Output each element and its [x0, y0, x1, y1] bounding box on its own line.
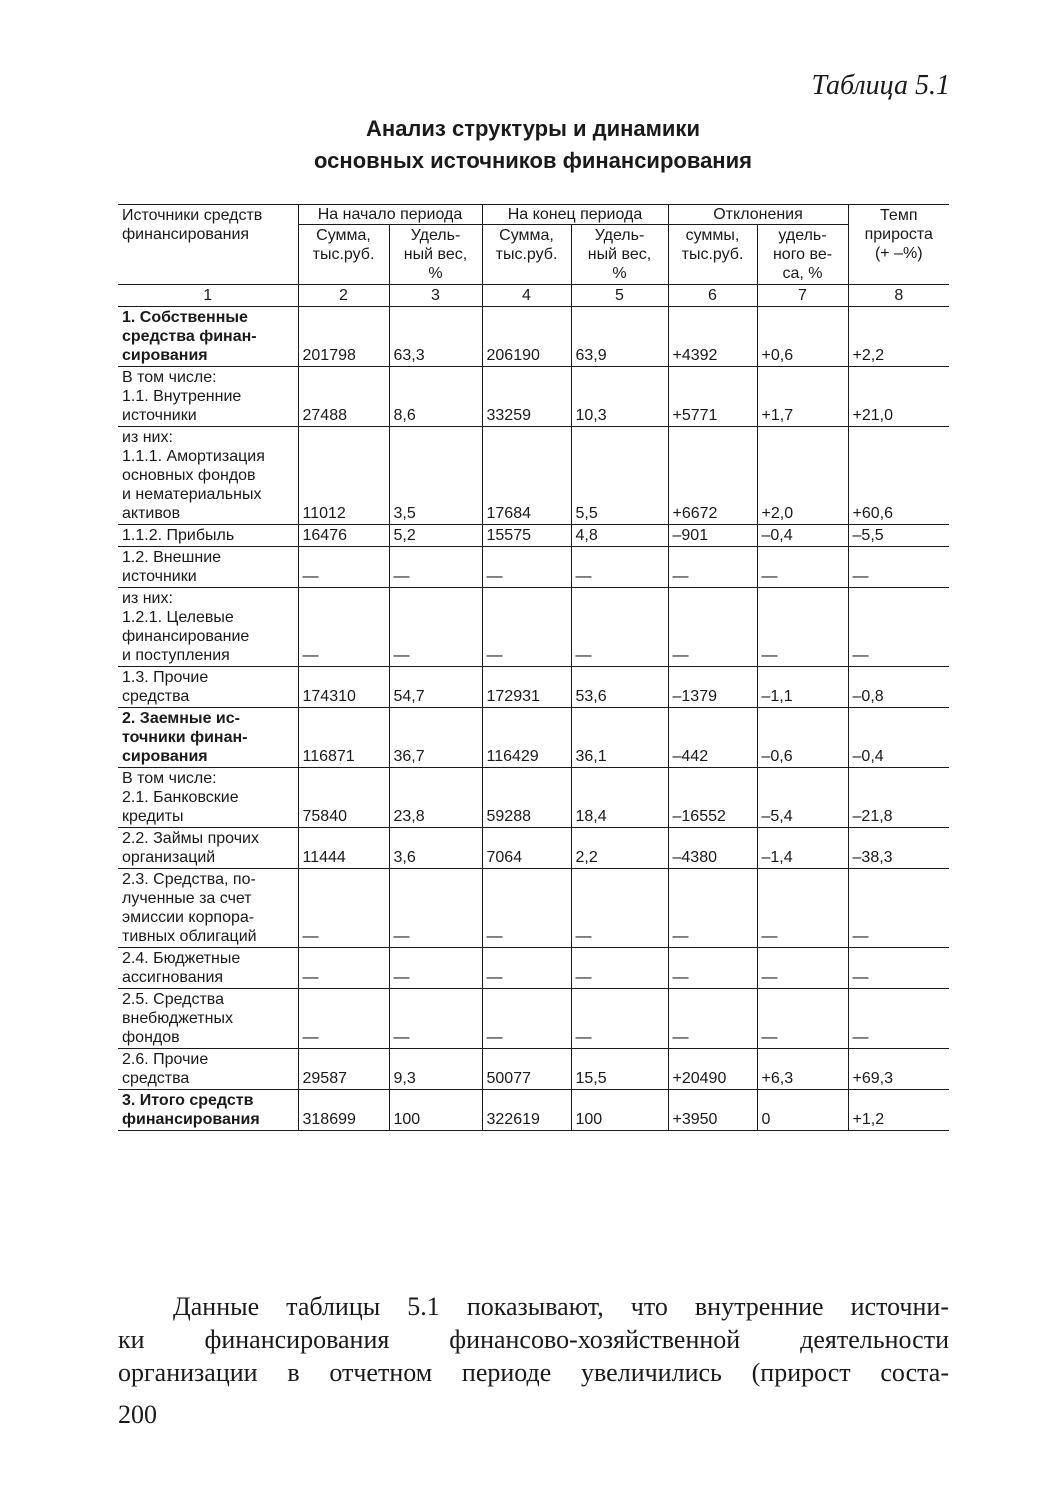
- row-value: 15,5: [571, 1049, 668, 1090]
- row-value: 15575: [482, 525, 571, 547]
- row-value: +2,0: [757, 427, 848, 525]
- header-end-period: На конец периода: [482, 205, 668, 225]
- table-label: Таблица 5.1: [811, 70, 950, 101]
- row-value: 2,2: [571, 828, 668, 869]
- row-value: –4380: [668, 828, 757, 869]
- row-label: 1.2. Внешние источники: [118, 547, 298, 588]
- row-label: 2.4. Бюджетные ассигнования: [118, 948, 298, 989]
- row-value: —: [848, 588, 949, 667]
- row-value: –5,4: [757, 768, 848, 828]
- row-value: 116429: [482, 708, 571, 768]
- table-row: [118, 708, 949, 768]
- row-value: 116871: [298, 708, 389, 768]
- row-value: —: [571, 547, 668, 588]
- row-value: 29587: [298, 1049, 389, 1090]
- row-value: 59288: [482, 768, 571, 828]
- table-row: [118, 948, 949, 989]
- row-value: —: [298, 869, 389, 948]
- table-row: [118, 525, 949, 547]
- row-value: +0,6: [757, 307, 848, 367]
- row-value: –16552: [668, 768, 757, 828]
- paragraph-line: Данные таблицы 5.1 показывают, что внутренние источни-: [173, 1292, 949, 1321]
- title-line: Анализ структуры и динамики: [366, 116, 700, 141]
- row-value: —: [848, 547, 949, 588]
- column-number: 1: [118, 285, 298, 307]
- row-label: 2.6. Прочие средства: [118, 1049, 298, 1090]
- row-value: 23,8: [389, 768, 482, 828]
- row-value: —: [668, 547, 757, 588]
- row-value: —: [482, 869, 571, 948]
- row-value: –1379: [668, 667, 757, 708]
- row-value: 9,3: [389, 1049, 482, 1090]
- column-number: 6: [668, 285, 757, 307]
- row-value: 7064: [482, 828, 571, 869]
- row-value: —: [389, 869, 482, 948]
- table-row: [118, 828, 949, 869]
- row-value: 11444: [298, 828, 389, 869]
- row-value: —: [298, 547, 389, 588]
- row-value: 4,8: [571, 525, 668, 547]
- row-value: —: [848, 989, 949, 1049]
- row-value: —: [482, 547, 571, 588]
- row-value: 172931: [482, 667, 571, 708]
- row-value: —: [757, 588, 848, 667]
- row-value: —: [571, 869, 668, 948]
- row-value: —: [848, 869, 949, 948]
- row-value: +3950: [668, 1090, 757, 1131]
- row-value: —: [668, 869, 757, 948]
- row-value: 0: [757, 1090, 848, 1131]
- table-title: [118, 113, 948, 177]
- title-line: основных источников финансирования: [314, 148, 752, 173]
- table-row: [118, 1049, 949, 1090]
- table-row: [118, 869, 949, 948]
- row-value: +4392: [668, 307, 757, 367]
- table-row: [118, 427, 949, 525]
- column-number-row: [118, 285, 949, 307]
- column-number: 8: [848, 285, 949, 307]
- row-value: +1,7: [757, 367, 848, 427]
- header-sum-start: Сумма, тыс.руб.: [298, 225, 389, 285]
- row-value: +1,2: [848, 1090, 949, 1131]
- row-label: 1.1.2. Прибыль: [118, 525, 298, 547]
- row-value: –0,4: [848, 708, 949, 768]
- table-row: [118, 1090, 949, 1131]
- column-number: 5: [571, 285, 668, 307]
- row-value: –901: [668, 525, 757, 547]
- row-value: 322619: [482, 1090, 571, 1131]
- row-label: В том числе: 2.1. Банковские кредиты: [118, 768, 298, 828]
- row-value: 174310: [298, 667, 389, 708]
- row-value: 36,7: [389, 708, 482, 768]
- row-value: –21,8: [848, 768, 949, 828]
- header-share-start: Удель- ный вес, %: [389, 225, 482, 285]
- row-value: –1,4: [757, 828, 848, 869]
- row-value: 11012: [298, 427, 389, 525]
- row-value: +60,6: [848, 427, 949, 525]
- table-row: [118, 367, 949, 427]
- column-number: 3: [389, 285, 482, 307]
- row-value: 10,3: [571, 367, 668, 427]
- row-value: +20490: [668, 1049, 757, 1090]
- header-source: Источники средств финансирования: [118, 205, 298, 285]
- row-value: —: [482, 948, 571, 989]
- row-value: 100: [389, 1090, 482, 1131]
- row-value: —: [668, 948, 757, 989]
- row-value: —: [571, 989, 668, 1049]
- row-value: —: [757, 547, 848, 588]
- column-number: 4: [482, 285, 571, 307]
- header-sum-end: Сумма, тыс.руб.: [482, 225, 571, 285]
- table-row: [118, 989, 949, 1049]
- row-value: —: [848, 948, 949, 989]
- table-row: [118, 768, 949, 828]
- row-value: 53,6: [571, 667, 668, 708]
- sources-table: [118, 204, 949, 1131]
- header-share-end: Удель- ный вес, %: [571, 225, 668, 285]
- row-value: 201798: [298, 307, 389, 367]
- row-label: 1.3. Прочие средства: [118, 667, 298, 708]
- row-value: –442: [668, 708, 757, 768]
- row-value: 318699: [298, 1090, 389, 1131]
- row-value: 18,4: [571, 768, 668, 828]
- row-label: 2.5. Средства внебюджетных фондов: [118, 989, 298, 1049]
- row-value: 5,5: [571, 427, 668, 525]
- row-value: 75840: [298, 768, 389, 828]
- row-value: —: [668, 989, 757, 1049]
- row-value: —: [298, 588, 389, 667]
- row-value: +69,3: [848, 1049, 949, 1090]
- row-value: —: [389, 547, 482, 588]
- row-value: —: [668, 588, 757, 667]
- row-value: 27488: [298, 367, 389, 427]
- paragraph-line: организации в отчетном периоде увеличились (прирост соста-: [118, 1358, 949, 1387]
- row-value: —: [571, 588, 668, 667]
- row-value: 16476: [298, 525, 389, 547]
- row-value: —: [482, 588, 571, 667]
- row-value: —: [757, 869, 848, 948]
- row-value: —: [389, 989, 482, 1049]
- row-value: +6672: [668, 427, 757, 525]
- row-value: –38,3: [848, 828, 949, 869]
- row-value: –5,5: [848, 525, 949, 547]
- row-label: 1. Собственные средства финан- сирования: [118, 307, 298, 367]
- table-row: [118, 588, 949, 667]
- page-number: 200: [118, 1400, 157, 1429]
- row-value: 3,6: [389, 828, 482, 869]
- table-row: [118, 547, 949, 588]
- row-label: из них: 1.2.1. Целевые финансирование и поступления: [118, 588, 298, 667]
- row-label: из них: 1.1.1. Амортизация основных фондов и нематериальных активов: [118, 427, 298, 525]
- row-value: 100: [571, 1090, 668, 1131]
- row-value: +6,3: [757, 1049, 848, 1090]
- row-value: 50077: [482, 1049, 571, 1090]
- header-start-period: На начало периода: [298, 205, 482, 225]
- header-growth: Темп прироста (+ –%): [848, 205, 949, 285]
- row-value: 17684: [482, 427, 571, 525]
- row-label: 2.3. Средства, по- лученные за счет эмиссии корпора- тивных облигаций: [118, 869, 298, 948]
- row-label: В том числе: 1.1. Внутренние источники: [118, 367, 298, 427]
- row-value: +5771: [668, 367, 757, 427]
- row-value: —: [298, 948, 389, 989]
- column-number: 7: [757, 285, 848, 307]
- row-value: 63,3: [389, 307, 482, 367]
- row-value: —: [389, 588, 482, 667]
- row-value: —: [757, 989, 848, 1049]
- row-value: —: [571, 948, 668, 989]
- body-paragraph: [118, 1290, 949, 1389]
- table-row: [118, 667, 949, 708]
- row-value: –0,4: [757, 525, 848, 547]
- row-value: –0,6: [757, 708, 848, 768]
- row-value: 54,7: [389, 667, 482, 708]
- row-label: 3. Итого средств финансирования: [118, 1090, 298, 1131]
- row-value: 36,1: [571, 708, 668, 768]
- row-label: 2.2. Займы прочих организаций: [118, 828, 298, 869]
- row-value: 5,2: [389, 525, 482, 547]
- table-row: [118, 307, 949, 367]
- row-value: 206190: [482, 307, 571, 367]
- row-value: —: [757, 948, 848, 989]
- row-value: –1,1: [757, 667, 848, 708]
- row-value: +21,0: [848, 367, 949, 427]
- row-value: –0,8: [848, 667, 949, 708]
- row-value: +2,2: [848, 307, 949, 367]
- header-dev-share: удель- ного ве- са, %: [757, 225, 848, 285]
- row-value: —: [298, 989, 389, 1049]
- row-value: 63,9: [571, 307, 668, 367]
- row-value: —: [389, 948, 482, 989]
- row-value: 3,5: [389, 427, 482, 525]
- row-value: 8,6: [389, 367, 482, 427]
- row-value: 33259: [482, 367, 571, 427]
- paragraph-line: ки финансирования финансово-хозяйственной деятельности: [118, 1325, 949, 1354]
- row-value: —: [482, 989, 571, 1049]
- column-number: 2: [298, 285, 389, 307]
- row-label: 2. Заемные ис- точники финан- сирования: [118, 708, 298, 768]
- header-deviations: Отклонения: [668, 205, 848, 225]
- header-dev-sum: суммы, тыс.руб.: [668, 225, 757, 285]
